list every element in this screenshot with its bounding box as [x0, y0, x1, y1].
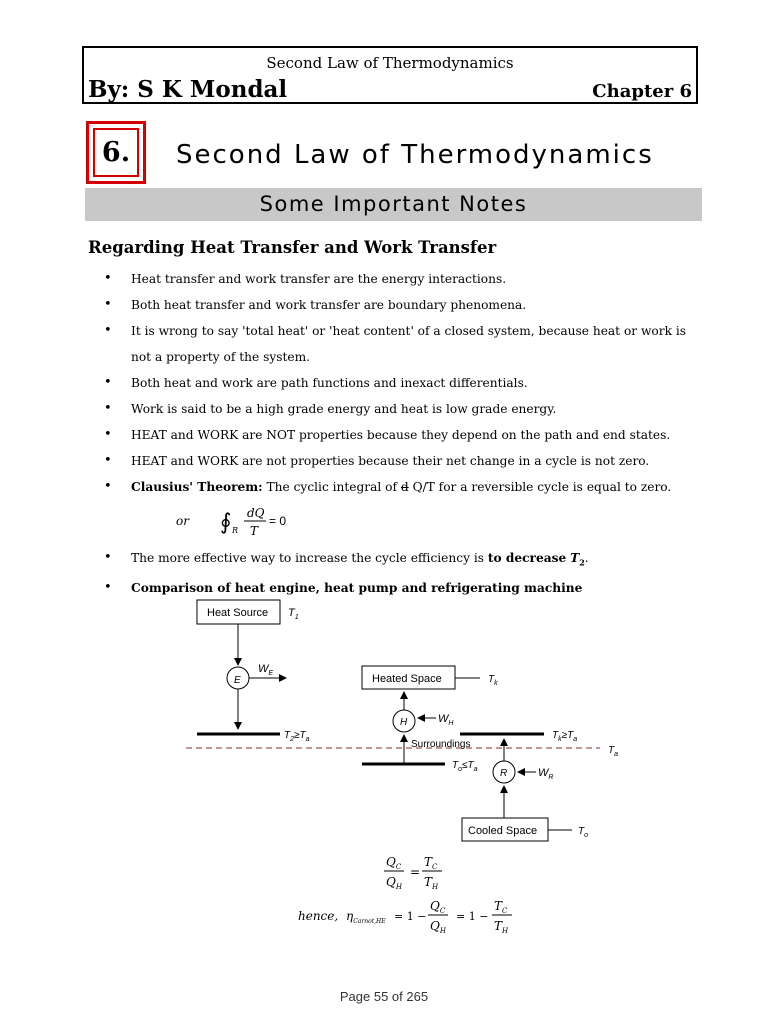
list-item-clausius [104, 474, 704, 500]
qh-denominator-2: $Q_H$ [430, 919, 446, 935]
heat-source-label: Heat Source [207, 607, 269, 619]
eq-or: or [176, 514, 189, 528]
bullet-icon: • [104, 271, 112, 286]
refrigerator-label: R [500, 768, 508, 779]
wr-label: $W_R$ [538, 767, 554, 781]
bullet-list-2 [104, 545, 704, 601]
efficiency-var: T [570, 551, 580, 565]
bullet-text: Heat transfer and work transfer are the energy interactions. [131, 272, 507, 286]
list-item [104, 370, 704, 396]
notes-title: Some Important Notes [85, 188, 702, 221]
pump-label: H [400, 717, 408, 728]
bullet-icon: • [104, 453, 112, 468]
efficiency-end: . [584, 551, 589, 565]
t2-label: $T_2\ge T_a$ [284, 730, 310, 743]
eq-subscript: R [232, 526, 239, 535]
bullet-list [104, 266, 704, 500]
qc-numerator: $Q_C$ [386, 855, 402, 871]
efficiency-bold: to decrease [487, 551, 567, 565]
eq-numerator: dQ [247, 506, 265, 520]
eq-denominator: T [250, 524, 259, 538]
clausius-strike-symbol: d [400, 480, 409, 494]
carnot-formulas [290, 850, 530, 945]
bullet-icon: • [104, 427, 112, 442]
bullet-text: Work is said to be a high grade energy and heat is low grade energy. [131, 402, 557, 416]
bullet-icon: • [104, 550, 112, 565]
chapter-number-box [86, 121, 146, 184]
clausius-label: Clausius' Theorem: [131, 480, 263, 494]
chapter-number: 6. [93, 128, 139, 177]
equals: = [410, 865, 421, 879]
t1-label: $T_1$ [288, 607, 299, 621]
bullet-text: Both heat transfer and work transfer are boundary phenomena. [131, 298, 527, 312]
cooled-space-label: Cooled Space [468, 825, 538, 837]
list-item [104, 396, 704, 422]
surroundings-label: Surroundings [411, 739, 471, 750]
heated-space-label: Heated Space [372, 673, 442, 685]
engine-label: E [234, 675, 241, 686]
page-header [82, 46, 698, 104]
section-heading: Regarding Heat Transfer and Work Transfer [88, 238, 497, 257]
hence-label: hence, [298, 909, 339, 923]
comparison-text: Comparison of heat engine, heat pump and refrigerating machine [131, 581, 583, 596]
qc-numerator-2: $Q_C$ [430, 899, 446, 915]
qh-denominator: $Q_H$ [386, 875, 402, 891]
bullet-text: HEAT and WORK are NOT properties because they depend on the path and end states. [131, 428, 671, 442]
efficiency-text: The more effective way to increase the cycle efficiency is [131, 551, 484, 565]
we-label: $W_E$ [258, 663, 274, 677]
bullet-text: It is wrong to say 'total heat' or 'heat content' of a closed system, because heat or work is not a property of the system. [131, 324, 686, 364]
page-number: Page 55 of 265 [339, 989, 429, 1004]
list-item [104, 292, 704, 318]
th-denominator: $T_H$ [424, 875, 439, 891]
header-chapter: Chapter 6 [592, 81, 692, 102]
header-subject: Second Law of Thermodynamics [266, 54, 514, 72]
bullet-icon: • [104, 375, 112, 390]
eta-symbol: $\eta_{Carnot,HE}$ [346, 909, 386, 925]
bullet-icon: • [104, 323, 112, 338]
to2-label: $T_o$ [578, 826, 589, 839]
clausius-text-after: Q/T for a reversible cycle is equal to zero. [412, 480, 672, 494]
tk2-label: $T_k\ge T_a$ [552, 730, 578, 743]
clausius-text-before: The cyclic integral of [266, 480, 398, 494]
tc-numerator: $T_C$ [424, 855, 438, 871]
to-label: $T_o\le T_a$ [452, 760, 478, 773]
header-author: By: S K Mondal [88, 76, 288, 103]
one-minus: = 1 − [394, 910, 427, 923]
tc-numerator-2: $T_C$ [494, 899, 508, 915]
list-item-efficiency [104, 545, 704, 575]
contour-integral-icon: ∮ [220, 510, 232, 535]
bullet-text: HEAT and WORK are not properties because their net change in a cycle is not zero. [131, 454, 650, 468]
heat-engine-pump-refrigerator-diagram [180, 596, 620, 846]
eq-rhs: = 0 [269, 514, 287, 528]
th-denominator-2: $T_H$ [494, 919, 509, 935]
list-item [104, 266, 704, 292]
one-minus-2: = 1 − [456, 910, 489, 923]
chapter-title: Second Law of Thermodynamics [176, 140, 654, 170]
bullet-icon: • [104, 297, 112, 312]
list-item [104, 422, 704, 448]
bullet-icon: • [104, 580, 112, 596]
bullet-text: Both heat and work are path functions and inexact differentials. [131, 376, 528, 390]
tk-label: $T_k$ [488, 674, 498, 687]
wh-label: $W_H$ [438, 713, 454, 727]
list-item [104, 448, 704, 474]
ta-label: $T_a$ [608, 745, 619, 758]
efficiency-var-sub: 2 [579, 557, 585, 568]
bullet-icon: • [104, 401, 112, 416]
list-item [104, 318, 704, 370]
bullet-icon: • [104, 479, 112, 494]
clausius-equation [176, 505, 316, 541]
